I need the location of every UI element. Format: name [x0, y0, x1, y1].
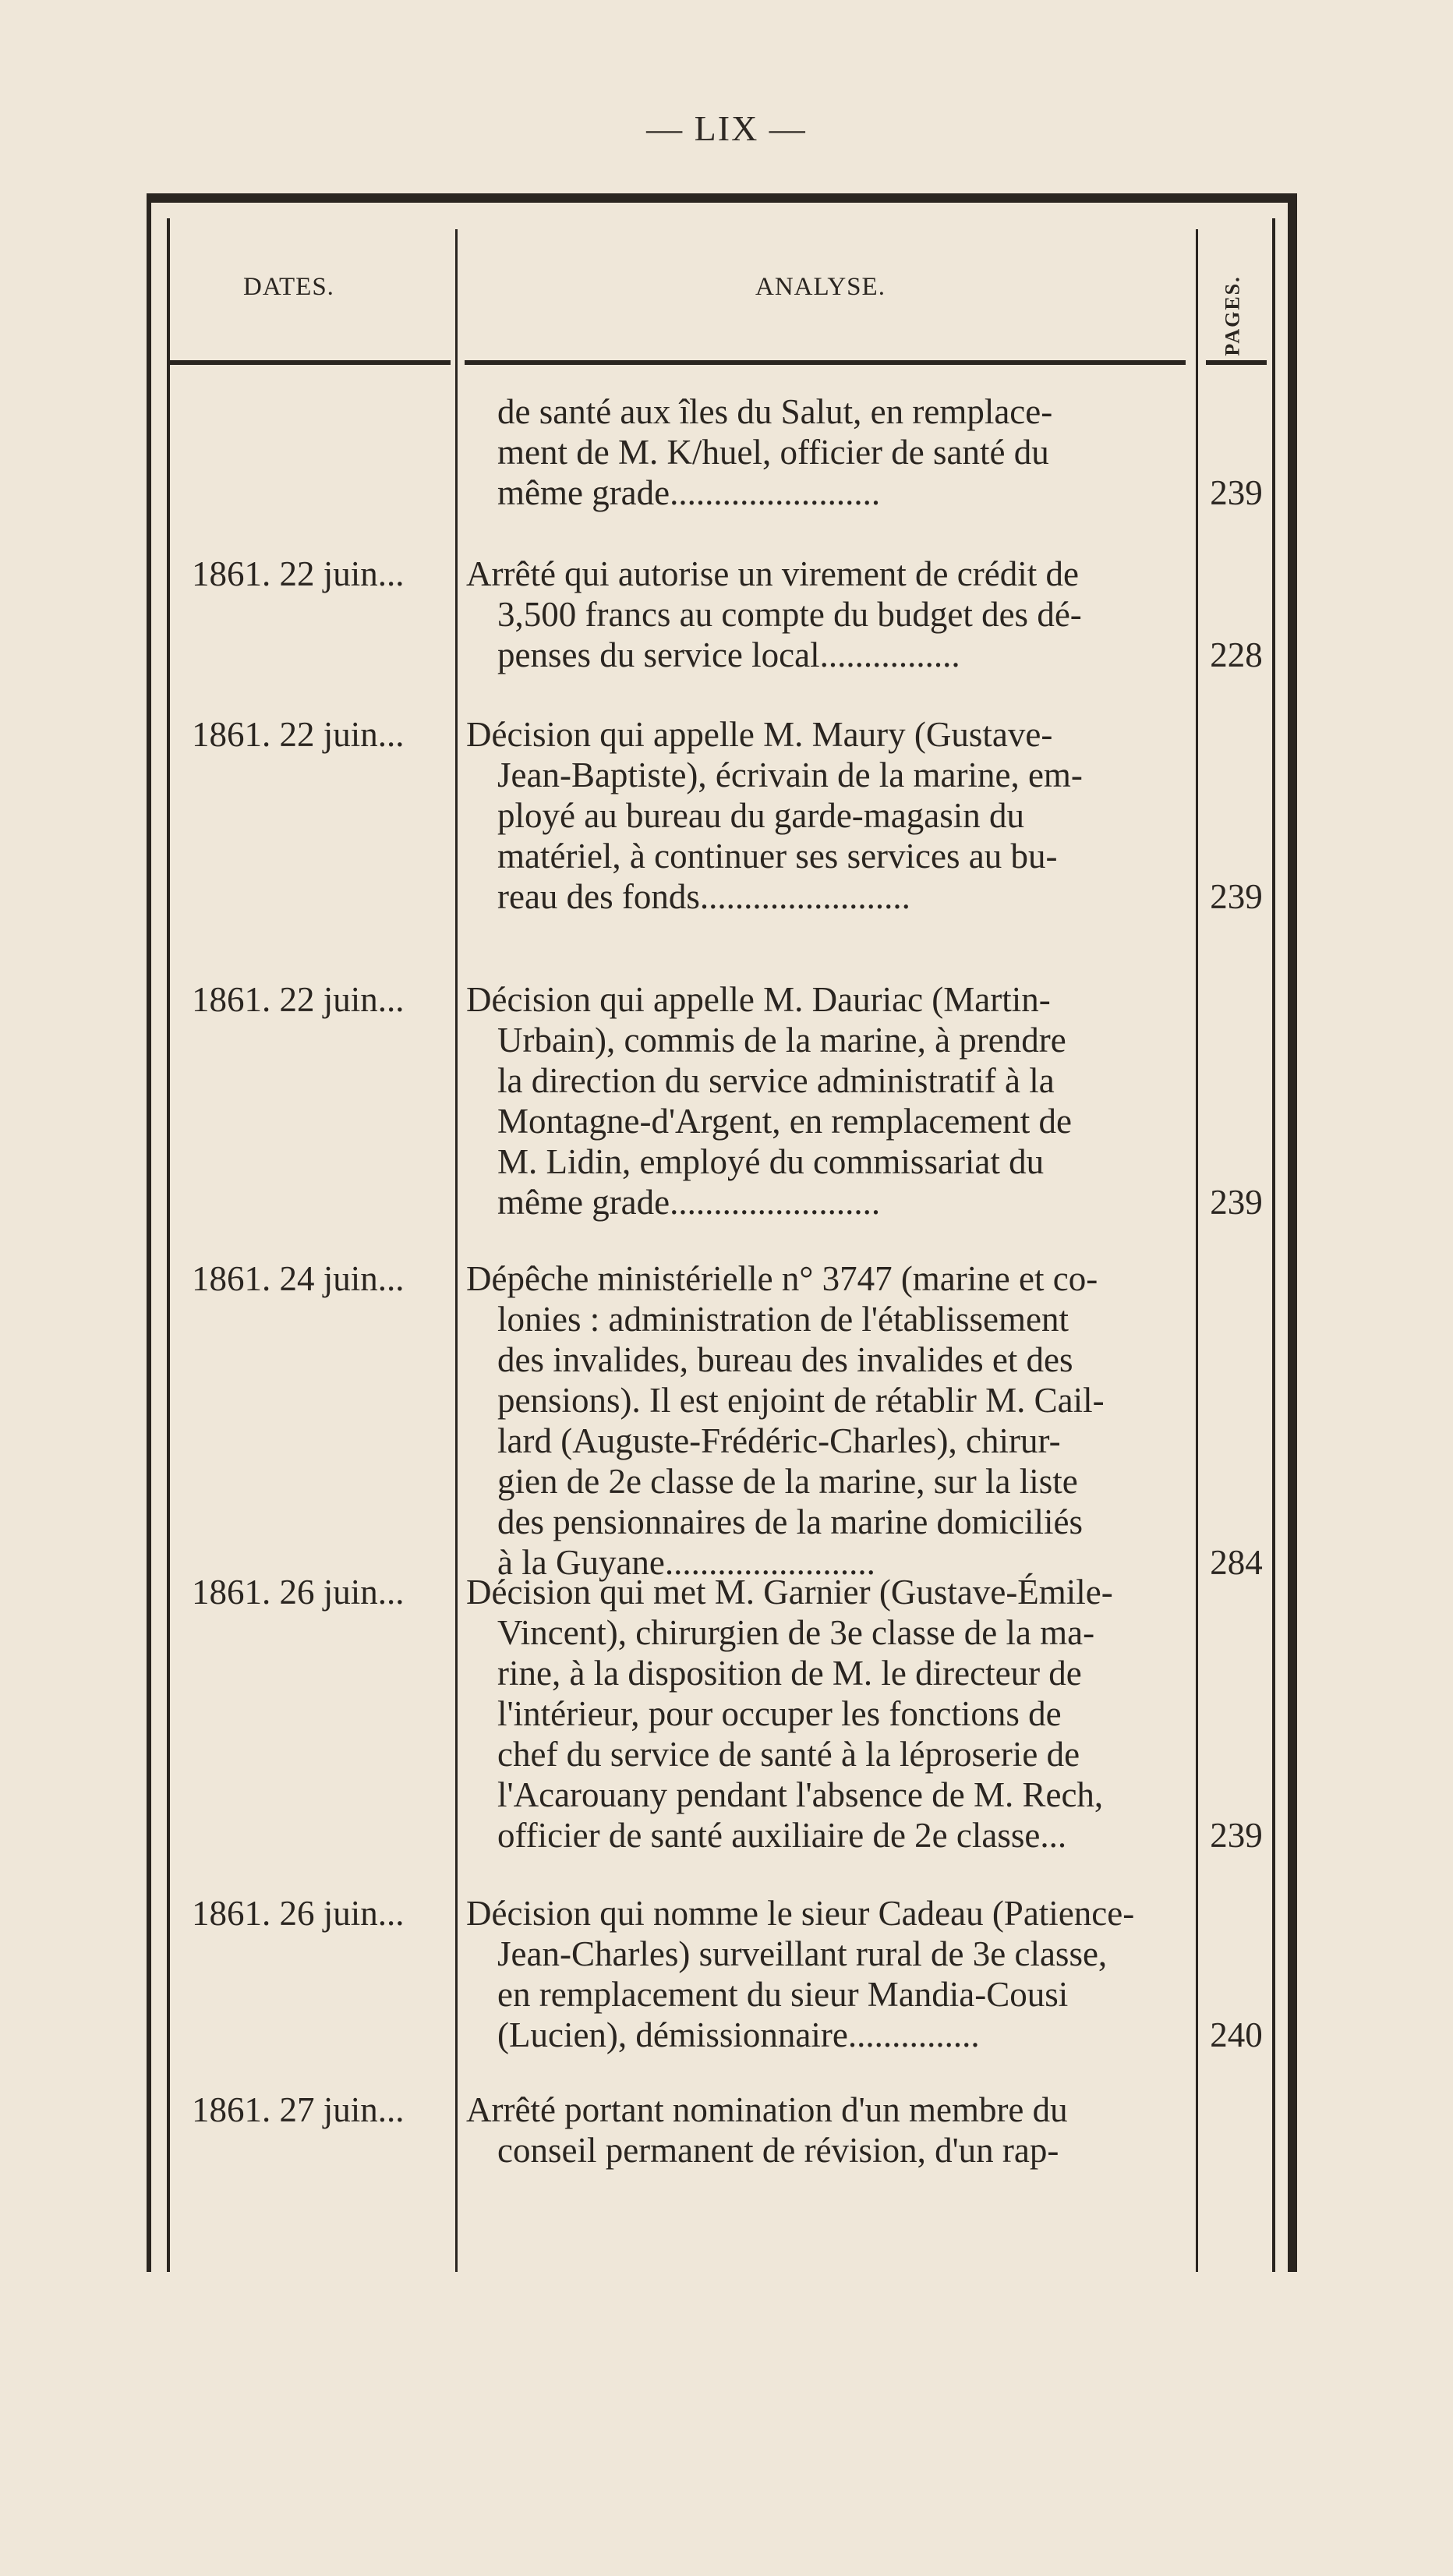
analysis-line: Arrêté qui autorise un virement de crédit de: [466, 554, 1079, 593]
analysis-line: Montagne-d'Argent, en remplacement de: [497, 1102, 1073, 1141]
analysis-line: l'intérieur, pour occuper les fonctions de: [497, 1694, 1062, 1733]
entry-page-number: 239: [1210, 1183, 1263, 1222]
analysis-line: ployé au bureau du garde-magasin du: [497, 796, 1025, 835]
entry-date: 1861. 22 juin...: [192, 715, 405, 754]
entry-page-number: 239: [1210, 1816, 1263, 1855]
column-divider-dates: [455, 229, 458, 2272]
column-header-pages: PAGES.: [1221, 275, 1245, 356]
entry-date: 1861. 24 juin...: [192, 1259, 405, 1298]
entry-page-number: 239: [1210, 473, 1263, 512]
analysis-line: matériel, à continuer ses services au bu-: [497, 837, 1058, 876]
analysis-line: Dépêche ministérielle n° 3747 (marine et co-: [466, 1259, 1098, 1298]
entry-analysis: [466, 2089, 1191, 2171]
analysis-line: reau des fonds........................: [497, 877, 910, 916]
analysis-line: même grade........................: [497, 1183, 881, 1222]
entry-page-number: 228: [1210, 635, 1263, 674]
entry-page-number: 240: [1210, 2015, 1263, 2054]
header-rule-analyse: [465, 360, 1186, 365]
analysis-line: des pensionnaires de la marine domiciliés: [497, 1502, 1084, 1541]
analysis-line: en remplacement du sieur Mandia-Cousi: [497, 1975, 1069, 2014]
analysis-line: chef du service de santé à la léproserie de: [497, 1735, 1080, 1774]
entry-page-number: 239: [1210, 877, 1263, 916]
column-header-analyse: ANALYSE.: [755, 273, 886, 301]
entry-analysis: [466, 1258, 1191, 1583]
analysis-line: pensions). Il est enjoint de rétablir M. Cail-: [497, 1381, 1105, 1420]
analysis-line: des invalides, bureau des invalides et des: [497, 1340, 1073, 1379]
entry-analysis: [466, 554, 1191, 675]
entry-page-number: 284: [1210, 1543, 1263, 1582]
entry-date: 1861. 22 juin...: [192, 980, 405, 1019]
analysis-line: Urbain), commis de la marine, à prendre: [497, 1021, 1066, 1060]
analysis-line: rine, à la disposition de M. le directeur de: [497, 1654, 1082, 1693]
analysis-line: Décision qui appelle M. Maury (Gustave-: [466, 715, 1053, 754]
analysis-line: l'Acarouany pendant l'absence de M. Rech,: [497, 1775, 1104, 1814]
analysis-line: Arrêté portant nomination d'un membre du: [466, 2090, 1068, 2129]
analysis-line: de santé aux îles du Salut, en remplace-: [497, 392, 1053, 431]
analysis-line: Jean-Baptiste), écrivain de la marine, em-: [497, 755, 1083, 794]
analysis-line: Jean-Charles) surveillant rural de 3e classe,: [497, 1934, 1108, 1973]
entry-analysis: [466, 979, 1191, 1223]
analysis-line: conseil permanent de révision, d'un rap-: [497, 2131, 1059, 2170]
analysis-line: lard (Auguste-Frédéric-Charles), chirur-: [497, 1421, 1061, 1460]
column-divider-analyse: [1196, 229, 1198, 2272]
analysis-line: la direction du service administratif à la: [497, 1061, 1055, 1100]
table-frame: [147, 193, 1297, 2272]
analysis-line: Décision qui appelle M. Dauriac (Martin-: [466, 980, 1051, 1019]
analysis-line: (Lucien), démissionnaire...............: [497, 2015, 980, 2054]
column-header-dates: DATES.: [243, 273, 334, 301]
table-border-right: [1272, 218, 1275, 2272]
page-header: — LIX —: [646, 108, 807, 148]
header-rule-pages: [1206, 360, 1267, 365]
entry-date: 1861. 22 juin...: [192, 554, 405, 593]
analysis-line: même grade........................: [497, 473, 881, 512]
header-rule-dates: [170, 360, 451, 365]
entry-analysis: [466, 1893, 1191, 2055]
analysis-line: Vincent), chirurgien de 3e classe de la ma-: [497, 1613, 1095, 1652]
entry-analysis: [466, 1572, 1191, 1856]
table-border-left: [167, 218, 170, 2272]
analysis-line: penses du service local................: [497, 635, 960, 674]
analysis-line: Décision qui nomme le sieur Cadeau (Patience-: [466, 1894, 1135, 1933]
analysis-line: ment de M. K/huel, officier de santé du: [497, 433, 1049, 472]
analysis-line: Décision qui met M. Garnier (Gustave-Émile-: [466, 1573, 1113, 1612]
analysis-line: à la Guyane........................: [497, 1543, 875, 1582]
column-header-pages-wrap: [1210, 269, 1257, 363]
analysis-line: lonies : administration de l'établissement: [497, 1300, 1069, 1339]
analysis-line: officier de santé auxiliaire de 2e classe...: [497, 1816, 1067, 1855]
analysis-line: M. Lidin, employé du commissariat du: [497, 1142, 1045, 1181]
entry-analysis: [466, 391, 1191, 513]
entry-date: 1861. 26 juin...: [192, 1894, 405, 1933]
analysis-line: gien de 2e classe de la marine, sur la liste: [497, 1462, 1078, 1501]
entry-date: 1861. 27 juin...: [192, 2090, 405, 2129]
entry-analysis: [466, 714, 1191, 917]
entry-date: 1861. 26 juin...: [192, 1573, 405, 1612]
analysis-line: 3,500 francs au compte du budget des dé-: [497, 595, 1082, 634]
